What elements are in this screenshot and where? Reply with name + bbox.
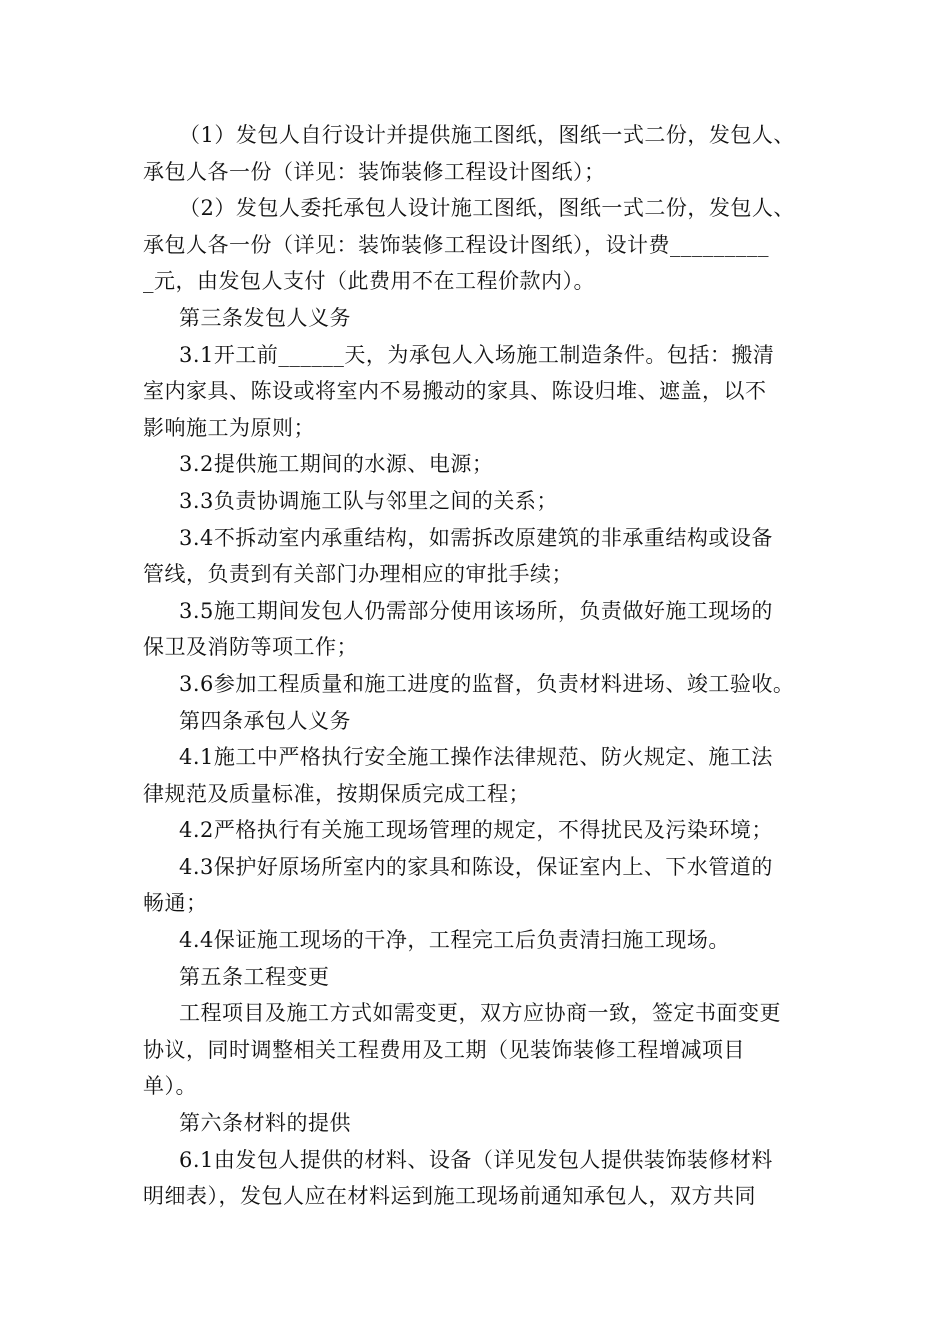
text-line: 律规范及质量标准，按期保质完成工程； — [143, 781, 530, 806]
text-line: 4.1施工中严格执行安全施工操作法律规范、防火规定、施工法 — [179, 745, 773, 770]
text-line: 承包人各一份（详见：装饰装修工程设计图纸）； — [143, 159, 606, 184]
text-line: （2）发包人委托承包人设计施工图纸，图纸一式二份，发包人、 — [179, 196, 795, 221]
text-line: 室内家具、陈设或将室内不易搬动的家具、陈设归堆、遮盖，以不 — [143, 379, 767, 404]
text-line: _元，由发包人支付（此费用不在工程价款内）。 — [143, 269, 595, 294]
text-line: 3.4不拆动室内承重结构，如需拆改原建筑的非承重结构或设备 — [179, 525, 773, 550]
text-line: 管线，负责到有关部门办理相应的审批手续； — [143, 562, 573, 587]
section-heading: 第四条承包人义务 — [179, 708, 351, 733]
text-line: 4.3保护好原场所室内的家具和陈设，保证室内上、下水管道的 — [179, 854, 773, 879]
text-line: 单）。 — [143, 1074, 197, 1099]
text-line: 4.2严格执行有关施工现场管理的规定，不得扰民及污染环境； — [179, 818, 773, 843]
text-line: 6.1由发包人提供的材料、设备（详见发包人提供装饰装修材料 — [179, 1147, 773, 1172]
text-line: 3.5施工期间发包人仍需部分使用该场所，负责做好施工现场的 — [179, 598, 773, 623]
text-line: 3.3负责协调施工队与邻里之间的关系； — [179, 488, 558, 513]
text-line: 3.2提供施工期间的水源、电源； — [179, 452, 494, 477]
text-line: 明细表），发包人应在材料运到施工现场前通知承包人，双方共同 — [143, 1184, 756, 1209]
text-line: 3.1开工前______天，为承包人入场施工制造条件。包括：搬清 — [179, 342, 775, 367]
document-body — [143, 117, 813, 1215]
text-line: 保卫及消防等项工作； — [143, 635, 358, 660]
text-line: 3.6参加工程质量和施工进度的监督，负责材料进场、竣工验收。 — [179, 671, 795, 696]
text-line: 承包人各一份（详见：装饰装修工程设计图纸），设计费_________ — [143, 232, 769, 257]
section-heading: 第六条材料的提供 — [179, 1111, 351, 1136]
text-line: 工程项目及施工方式如需变更，双方应协商一致，签定书面变更 — [179, 1001, 781, 1026]
section-heading: 第五条工程变更 — [179, 964, 330, 989]
text-line: 畅通； — [143, 891, 208, 916]
text-line: 4.4保证施工现场的干净，工程完工后负责清扫施工现场。 — [179, 928, 730, 953]
text-line: （1）发包人自行设计并提供施工图纸，图纸一式二份，发包人、 — [179, 123, 795, 147]
text-line: 协议，同时调整相关工程费用及工期（见装饰装修工程增减项目 — [143, 1037, 745, 1062]
section-heading: 第三条发包人义务 — [179, 305, 351, 330]
text-line: 影响施工为原则； — [143, 415, 315, 440]
